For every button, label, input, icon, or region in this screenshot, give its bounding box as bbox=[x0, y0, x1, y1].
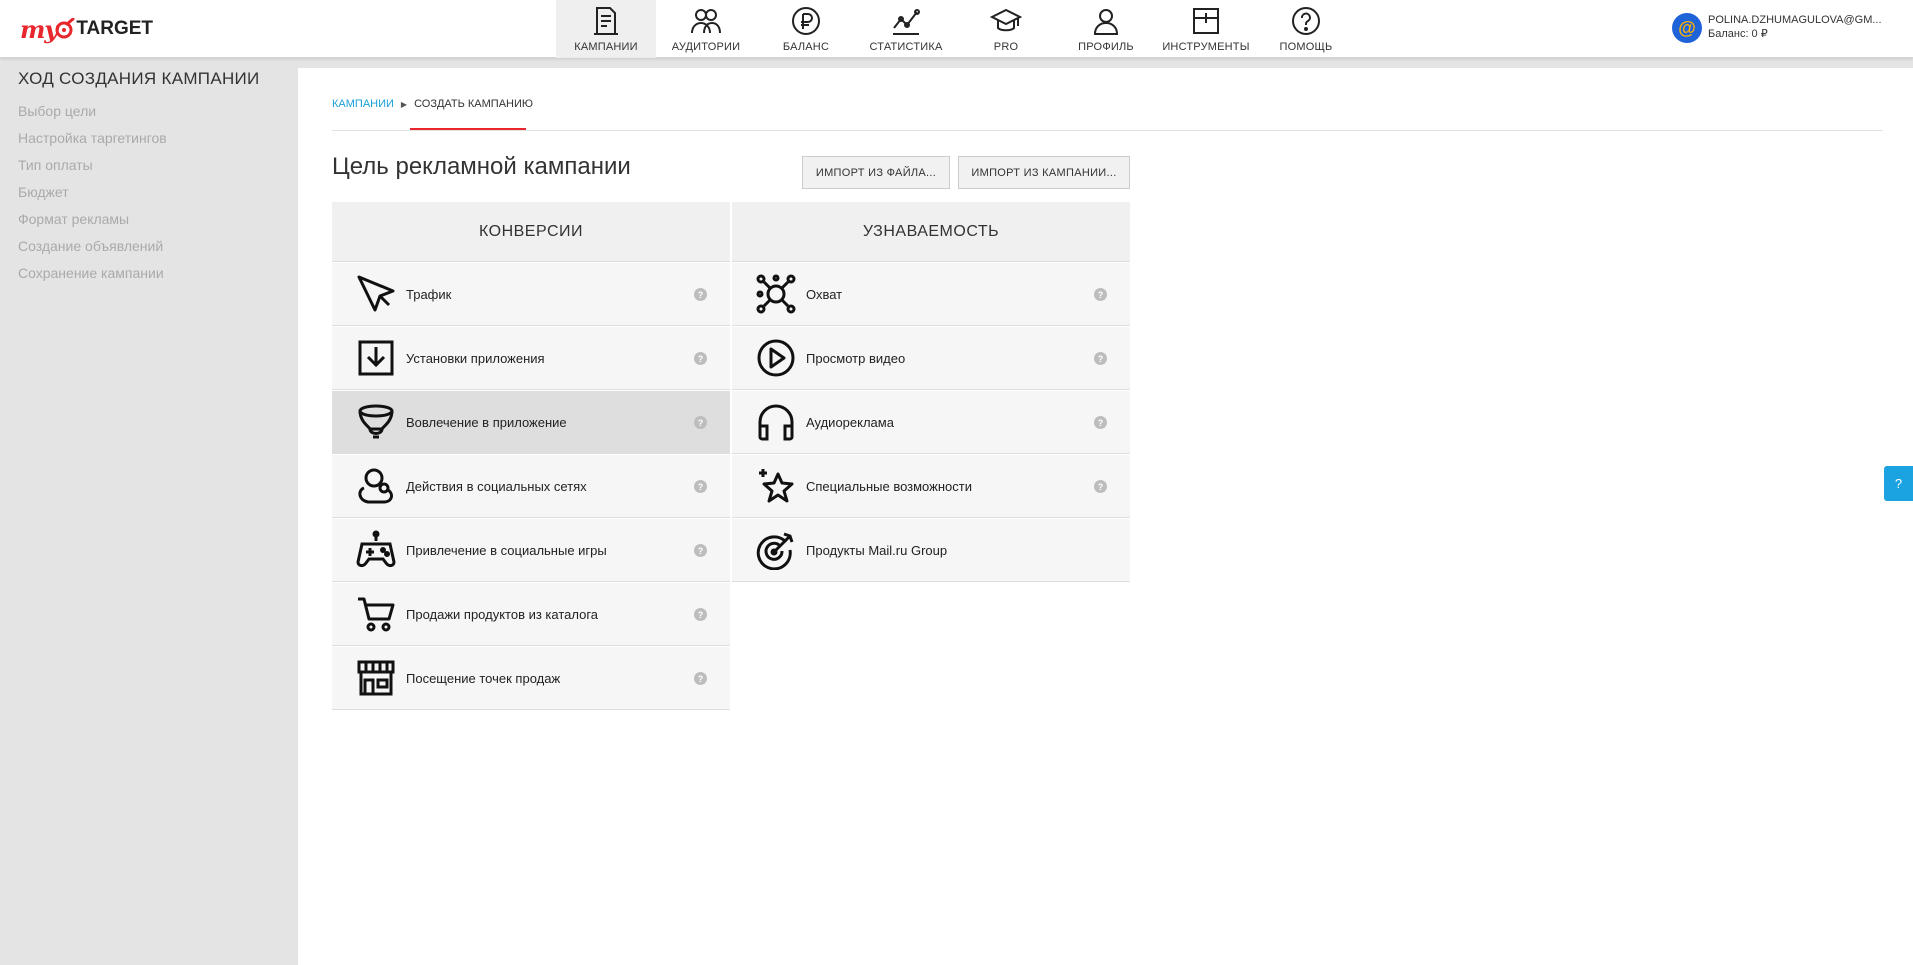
breadcrumb-campaigns-link[interactable]: КАМПАНИИ bbox=[332, 98, 394, 110]
column-header-awareness: УЗНАВАЕМОСТЬ bbox=[732, 202, 1130, 262]
nav-label: ПОМОЩЬ bbox=[1279, 41, 1333, 53]
funnel-icon bbox=[354, 400, 398, 444]
import-from-campaign-button[interactable]: ИМПОРТ ИЗ КАМПАНИИ... bbox=[958, 156, 1130, 189]
goal-catalog-sales[interactable] bbox=[332, 583, 730, 646]
nav-balance[interactable] bbox=[756, 0, 856, 58]
store-icon bbox=[354, 656, 398, 700]
statistics-icon bbox=[889, 4, 923, 38]
help-icon[interactable]: ? bbox=[1094, 480, 1107, 493]
goal-label: Продукты Mail.ru Group bbox=[806, 542, 948, 558]
headphones-icon bbox=[754, 400, 798, 444]
nav-profile[interactable] bbox=[1056, 0, 1156, 58]
import-from-file-button[interactable]: ИМПОРТ ИЗ ФАЙЛА... bbox=[802, 156, 950, 189]
goal-label: Просмотр видео bbox=[806, 350, 906, 366]
profile-icon bbox=[1089, 4, 1123, 38]
sidebar-step-targeting: Настройка таргетингов bbox=[18, 130, 167, 146]
tools-icon bbox=[1189, 4, 1223, 38]
top-navigation bbox=[556, 0, 1356, 58]
goal-social-actions[interactable] bbox=[332, 455, 730, 518]
nav-pro[interactable] bbox=[956, 0, 1056, 58]
page-title: Цель рекламной кампании bbox=[332, 153, 631, 180]
goal-label: Охват bbox=[806, 286, 843, 302]
reach-network-icon bbox=[754, 272, 798, 316]
goal-mailru-products[interactable] bbox=[732, 519, 1130, 582]
goal-label: Специальные возможности bbox=[806, 478, 972, 494]
nav-statistics[interactable] bbox=[856, 0, 956, 58]
goal-app-engagement[interactable] bbox=[332, 391, 730, 454]
mytarget-logo[interactable] bbox=[20, 8, 153, 50]
awareness-column bbox=[732, 202, 1130, 582]
nav-label: ПРОФИЛЬ bbox=[1078, 41, 1134, 53]
help-icon bbox=[1289, 4, 1323, 38]
top-header bbox=[0, 0, 1913, 58]
user-account[interactable] bbox=[1672, 13, 1882, 43]
help-icon[interactable]: ? bbox=[694, 544, 707, 557]
help-icon[interactable]: ? bbox=[694, 352, 707, 365]
sidebar-step-format: Формат рекламы bbox=[18, 211, 130, 227]
floating-help-button[interactable]: ? bbox=[1884, 466, 1913, 501]
goal-label: Аудиореклама bbox=[806, 414, 894, 430]
sidebar-step-budget: Бюджет bbox=[18, 184, 69, 200]
conversions-column bbox=[332, 202, 730, 710]
help-icon[interactable]: ? bbox=[694, 288, 707, 301]
sidebar-step-goal: Выбор цели bbox=[18, 103, 97, 119]
goal-store-visits[interactable] bbox=[332, 647, 730, 710]
goal-reach[interactable] bbox=[732, 263, 1130, 326]
user-email: POLINA.DZHUMAGULOVA@GM... bbox=[1708, 14, 1882, 26]
goal-audio-ads[interactable] bbox=[732, 391, 1130, 454]
campaign-progress-sidebar bbox=[0, 58, 298, 965]
breadcrumb-separator-icon: ▶ bbox=[400, 99, 408, 109]
download-box-icon bbox=[354, 336, 398, 380]
nav-label: АУДИТОРИИ bbox=[671, 41, 741, 53]
nav-label: СТАТИСТИКА bbox=[869, 41, 943, 53]
target-arrow-icon bbox=[754, 528, 798, 572]
nav-label: PRO bbox=[993, 41, 1019, 53]
nav-audiences[interactable] bbox=[656, 0, 756, 58]
goal-label: Посещение точек продаж bbox=[406, 670, 561, 686]
sidebar-step-ads: Создание объявлений bbox=[18, 238, 164, 254]
help-icon[interactable]: ? bbox=[1094, 352, 1107, 365]
avatar: @ bbox=[1672, 13, 1702, 43]
social-people-icon bbox=[354, 464, 398, 508]
nav-campaigns[interactable] bbox=[556, 0, 656, 58]
main-panel bbox=[298, 68, 1913, 965]
goal-video-views[interactable] bbox=[732, 327, 1130, 390]
help-icon[interactable]: ? bbox=[694, 416, 707, 429]
nav-label: ИНСТРУМЕНТЫ bbox=[1162, 41, 1250, 53]
play-circle-icon bbox=[754, 336, 798, 380]
help-icon[interactable]: ? bbox=[694, 608, 707, 621]
breadcrumb-current: СОЗДАТЬ КАМПАНИЮ bbox=[414, 98, 534, 110]
goal-label: Установки приложения bbox=[406, 350, 545, 366]
goal-social-games[interactable] bbox=[332, 519, 730, 582]
sidebar-step-save: Сохранение кампании bbox=[18, 265, 164, 281]
sidebar-title: ХОД СОЗДАНИЯ КАМПАНИИ bbox=[18, 69, 260, 88]
goal-label: Трафик bbox=[406, 286, 452, 302]
goal-label: Действия в социальных сетях bbox=[406, 478, 587, 494]
sidebar-step-payment: Тип оплаты bbox=[18, 157, 93, 173]
goal-label: Продажи продуктов из каталога bbox=[406, 606, 599, 622]
nav-help[interactable] bbox=[1256, 0, 1356, 58]
breadcrumb bbox=[332, 98, 533, 110]
sparkle-star-icon bbox=[754, 464, 798, 508]
gamepad-icon bbox=[354, 528, 398, 572]
goal-label: Вовлечение в приложение bbox=[406, 414, 567, 430]
cart-icon bbox=[354, 592, 398, 636]
help-icon[interactable]: ? bbox=[694, 480, 707, 493]
help-icon[interactable]: ? bbox=[694, 672, 707, 685]
graduation-cap-icon bbox=[989, 4, 1023, 38]
help-icon[interactable]: ? bbox=[1094, 416, 1107, 429]
help-icon[interactable]: ? bbox=[1094, 288, 1107, 301]
logo-swirl-icon bbox=[53, 18, 75, 40]
goal-special-opportunities[interactable] bbox=[732, 455, 1130, 518]
breadcrumb-divider bbox=[332, 130, 1883, 131]
nav-label: КАМПАНИИ bbox=[574, 41, 638, 53]
logo-target: TARGET bbox=[76, 18, 154, 39]
user-balance: Баланс: 0 ₽ bbox=[1708, 28, 1768, 40]
cursor-arrow-icon bbox=[354, 272, 398, 316]
goal-app-installs[interactable] bbox=[332, 327, 730, 390]
nav-label: БАЛАНС bbox=[782, 41, 830, 53]
nav-tools[interactable] bbox=[1156, 0, 1256, 58]
goal-label: Привлечение в социальные игры bbox=[406, 542, 607, 558]
ruble-icon bbox=[789, 4, 823, 38]
logo-my: my bbox=[20, 14, 58, 44]
campaigns-icon bbox=[589, 4, 623, 38]
audiences-icon bbox=[689, 4, 723, 38]
goal-traffic[interactable] bbox=[332, 263, 730, 326]
column-header-conversions: КОНВЕРСИИ bbox=[332, 202, 730, 262]
